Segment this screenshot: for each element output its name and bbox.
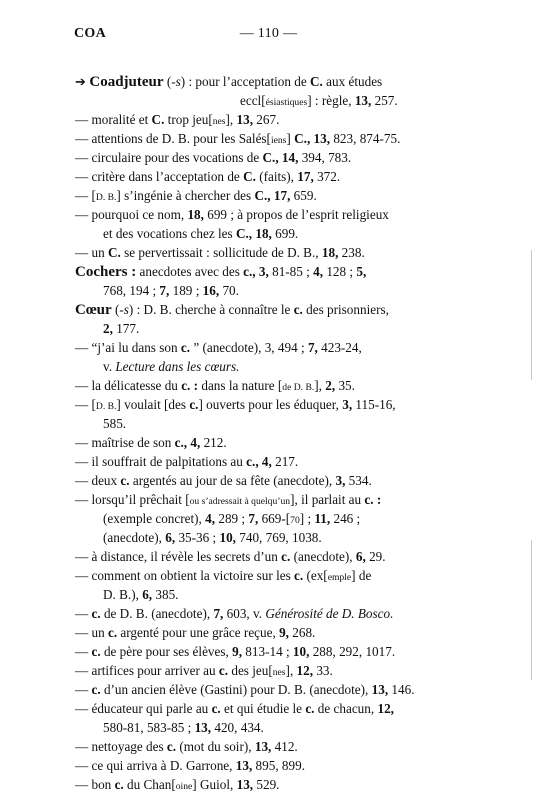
line-segment: et des vocations chez les <box>103 226 236 241</box>
line-segment: 372. <box>313 169 341 184</box>
index-line <box>75 206 389 224</box>
line-segment: ], <box>314 378 326 393</box>
line-segment: c. <box>120 473 130 488</box>
line-segment: argentés au jour de sa fête (anecdote), <box>129 473 336 488</box>
line-segment: Cochers : <box>75 264 137 280</box>
line-segment: 529. <box>253 777 280 792</box>
line-segment: ] voulait [des <box>116 397 190 412</box>
line-segment: 420, 434. <box>211 720 264 735</box>
line-segment: et qui étudie le <box>220 701 306 716</box>
line-segment: c. : <box>364 492 382 507</box>
line-segment: — un <box>75 245 108 260</box>
line-segment: c., <box>246 454 259 469</box>
line-segment: 217. <box>271 454 299 469</box>
line-segment: Lecture dans les cœurs. <box>115 359 240 374</box>
line-segment: 412. <box>271 739 298 754</box>
line-segment: ) : pour l’acceptation de <box>180 74 311 89</box>
line-segment: C., <box>294 131 311 146</box>
line-segment: 7, <box>213 606 224 621</box>
line-segment: C. <box>151 112 165 127</box>
line-segment: — moralité et <box>75 112 152 127</box>
line-segment: — il souffrait de palpitations au <box>75 454 247 469</box>
line-segment: 669-[ <box>258 511 291 526</box>
line-segment: C. <box>107 245 121 260</box>
line-segment: 3, <box>342 397 353 412</box>
index-line <box>75 643 395 661</box>
line-segment: (anecdote), <box>290 549 356 564</box>
line-segment: — critère dans l’acceptation de <box>75 169 244 184</box>
line-segment: 2, <box>325 378 336 393</box>
line-segment: c. <box>189 397 199 412</box>
line-segment: c. : <box>181 378 199 393</box>
line-segment: dans la nature [ <box>198 378 283 393</box>
margin-rule <box>531 540 532 680</box>
line-segment: — éducateur qui parle au <box>75 701 212 716</box>
line-segment: de chacun, <box>314 701 378 716</box>
line-segment: 2, <box>103 321 113 336</box>
line-segment: de D. B. <box>282 382 315 393</box>
line-segment: 189 ; <box>169 283 203 298</box>
line-segment: c. <box>211 701 221 716</box>
line-segment: 699 ; à propos de l’esprit religieux <box>203 207 389 222</box>
line-segment: 35-36 ; <box>175 530 220 545</box>
line-segment: ] s’ingénie à chercher des <box>116 188 255 203</box>
line-segment: 13, <box>254 739 272 754</box>
index-line <box>75 301 389 319</box>
line-segment: anecdotes avec des <box>136 264 244 279</box>
index-line <box>75 605 393 623</box>
line-segment: 5, <box>356 264 367 279</box>
line-segment: (- <box>163 74 176 89</box>
line-segment: c. <box>281 549 291 564</box>
line-segment: 423-24, <box>317 340 362 355</box>
line-segment: 768, 194 ; <box>103 283 160 298</box>
line-segment: 4, <box>261 454 272 469</box>
index-line <box>75 700 394 718</box>
line-segment: D. B. <box>95 401 117 412</box>
line-segment: ➔ <box>75 74 90 89</box>
line-segment: (anecdote), <box>103 530 166 545</box>
line-segment: 3, <box>335 473 346 488</box>
index-line <box>75 738 298 756</box>
line-segment: 268. <box>288 625 316 640</box>
line-segment: 13, <box>236 777 254 792</box>
line-segment: — [ <box>75 397 96 412</box>
index-line <box>75 548 386 566</box>
line-segment: oine <box>175 781 193 792</box>
line-segment: ] Guiol, <box>192 777 237 792</box>
line-segment: — attentions de D. B. pour les Salés[ <box>75 131 271 146</box>
line-segment: — circulaire pour des vocations de <box>75 150 263 165</box>
index-line <box>103 358 239 376</box>
line-segment: ) : D. B. cherche à connaître le <box>128 302 294 317</box>
line-segment: 70. <box>219 283 239 298</box>
index-line <box>75 472 372 490</box>
index-line <box>75 377 355 397</box>
line-segment: 246 ; <box>330 511 361 526</box>
line-segment: C., <box>235 226 253 241</box>
line-segment: aux études <box>322 74 383 89</box>
index-line <box>103 529 322 547</box>
line-segment: d’un ancien élève (Gastini) pour D. B. (anecdote), <box>100 682 372 697</box>
line-segment: 12, <box>377 701 394 716</box>
index-line <box>103 586 178 604</box>
line-segment: 288, 292, 1017. <box>309 644 396 659</box>
line-segment: 29. <box>365 549 386 564</box>
line-segment: argenté pour une grâce reçue, <box>117 625 280 640</box>
line-segment: 13, <box>236 112 253 127</box>
line-segment: nes <box>272 667 286 678</box>
line-segment: de D. B. (anecdote), <box>100 606 214 621</box>
index-line <box>103 320 139 338</box>
line-segment: 16, <box>202 283 220 298</box>
line-segment: 659. <box>290 188 317 203</box>
line-segment: Générosité de D. Bosco. <box>265 606 394 621</box>
line-segment: — la délicatesse du <box>75 378 182 393</box>
line-segment: 813-14 ; <box>242 644 293 659</box>
line-segment: (mot du soir), <box>176 739 255 754</box>
index-line <box>75 149 351 167</box>
line-segment: nes <box>212 116 226 127</box>
line-segment: 4, <box>313 264 324 279</box>
line-segment: — lorsqu’il prêchait [ <box>75 492 190 507</box>
index-line <box>75 757 305 775</box>
line-segment: C., <box>254 188 271 203</box>
index-line <box>75 244 365 262</box>
line-segment: 13, <box>194 720 212 735</box>
line-segment: c. <box>91 644 101 659</box>
line-segment: — nettoyage des <box>75 739 167 754</box>
line-segment: Coadjuteur <box>89 74 164 90</box>
line-segment: c. <box>166 739 177 754</box>
line-segment: 6, <box>142 587 153 602</box>
line-segment: s <box>123 302 129 317</box>
index-line <box>75 662 333 682</box>
line-segment: (ex[ <box>303 568 328 583</box>
line-segment: 10, <box>219 530 236 545</box>
line-segment: 4, <box>205 511 216 526</box>
line-segment: 13, <box>371 682 389 697</box>
index-line <box>75 681 414 699</box>
line-segment: 4, <box>190 435 201 450</box>
line-segment: 12, <box>296 663 314 678</box>
line-segment: 9, <box>279 625 289 640</box>
line-segment: 603, v. <box>223 606 266 621</box>
line-segment: C., <box>262 150 279 165</box>
line-segment: 238. <box>338 245 365 260</box>
line-segment: ] ouverts pour les éduquer, <box>198 397 343 412</box>
line-segment: D. B. <box>95 192 117 203</box>
line-segment: 740, 769, 1038. <box>235 530 322 545</box>
line-segment: 17, <box>297 169 314 184</box>
line-segment: 6, <box>165 530 176 545</box>
index-line <box>103 282 239 300</box>
line-segment: — [ <box>75 188 96 203</box>
line-segment: — maîtrise de son <box>75 435 175 450</box>
line-segment: — bon <box>75 777 115 792</box>
line-segment: ], <box>285 663 297 678</box>
line-segment: 289 ; <box>215 511 249 526</box>
line-segment: — <box>75 606 92 621</box>
line-segment: C. <box>310 74 323 89</box>
line-segment: 267. <box>253 112 280 127</box>
line-segment: 18, <box>187 207 204 222</box>
line-segment: 18, <box>321 245 339 260</box>
line-segment: 14, <box>281 150 299 165</box>
line-segment: s <box>175 74 181 89</box>
line-segment: v. <box>103 359 116 374</box>
line-segment: — un <box>75 625 108 640</box>
line-segment: 699. <box>271 226 299 241</box>
line-segment: c., <box>174 435 188 450</box>
index-line <box>75 130 400 150</box>
line-segment: — <box>75 644 92 659</box>
line-segment: ] : règle, <box>307 93 355 108</box>
line-segment: (exemple concret), <box>103 511 206 526</box>
line-segment: 13, <box>313 131 331 146</box>
line-segment: 11, <box>314 511 331 526</box>
index-line <box>75 776 279 796</box>
index-line <box>103 510 360 530</box>
line-segment: 177. <box>112 321 140 336</box>
line-segment: — deux <box>75 473 121 488</box>
line-segment: — comment on obtient la victoire sur les <box>75 568 295 583</box>
line-segment: 146. <box>388 682 415 697</box>
line-segment: — artifices pour arriver au <box>75 663 219 678</box>
line-segment: iens <box>270 135 287 146</box>
index-line <box>75 491 381 511</box>
line-segment: D. B.), <box>103 587 143 602</box>
line-segment: emple <box>327 572 352 583</box>
line-segment: 35. <box>335 378 355 393</box>
line-segment: 7, <box>307 340 318 355</box>
margin-rule <box>531 250 532 380</box>
line-segment: ] ; <box>299 511 315 526</box>
line-segment: 33. <box>313 663 333 678</box>
line-segment: c. <box>293 302 303 317</box>
line-segment: 3, <box>258 264 269 279</box>
index-line <box>103 415 126 433</box>
index-line <box>75 396 396 416</box>
index-line <box>103 719 264 737</box>
line-segment: du Chan[ <box>123 777 176 792</box>
index-line <box>75 453 298 471</box>
index-line <box>75 624 315 642</box>
index-line <box>75 111 279 131</box>
line-segment: — <box>75 682 92 697</box>
line-segment: 585. <box>103 416 127 431</box>
index-line <box>75 187 317 207</box>
line-segment: 212. <box>200 435 227 450</box>
line-segment: ou s’adressait à quelqu’un <box>189 496 291 507</box>
line-segment: c. <box>180 340 191 355</box>
running-header-left: COA <box>74 26 107 41</box>
line-segment: 128 ; <box>323 264 357 279</box>
line-segment: 394, 783. <box>298 150 352 165</box>
line-segment: 895, 899. <box>252 758 305 773</box>
line-segment: 81-85 ; <box>268 264 314 279</box>
line-segment: ], <box>225 112 237 127</box>
line-segment: c., <box>243 264 256 279</box>
line-segment: — ce qui arriva à D. Garrone, <box>75 758 236 773</box>
line-segment: ], il parlait au <box>290 492 365 507</box>
line-segment: 7, <box>248 511 259 526</box>
line-segment: trop jeu[ <box>164 112 213 127</box>
line-segment: 13, <box>235 758 253 773</box>
line-segment: 385. <box>152 587 179 602</box>
line-segment: 17, <box>273 188 291 203</box>
index-line <box>75 168 340 186</box>
line-segment: — à distance, il révèle les secrets d’un <box>75 549 282 564</box>
line-segment: c. <box>294 568 304 583</box>
line-segment: se pervertissait : sollicitude de D. B., <box>120 245 322 260</box>
line-segment: 580-81, 583-85 ; <box>103 720 195 735</box>
line-segment: 70 <box>290 515 300 526</box>
index-line <box>75 263 366 281</box>
line-segment: 9, <box>232 644 242 659</box>
index-line <box>75 339 362 357</box>
line-segment: (- <box>111 302 124 317</box>
line-segment: 534. <box>345 473 372 488</box>
line-segment: Cœur <box>75 302 112 318</box>
line-segment: des prisonniers, <box>302 302 389 317</box>
index-line <box>75 434 227 452</box>
line-segment: de père pour ses élèves, <box>100 644 233 659</box>
line-segment: c. <box>91 682 101 697</box>
line-segment: (faits), <box>255 169 298 184</box>
line-segment: c. <box>107 625 118 640</box>
line-segment: ésiastiques <box>265 97 308 108</box>
line-segment: 18, <box>255 226 272 241</box>
index-line <box>240 92 398 112</box>
line-segment: ] de <box>351 568 372 583</box>
line-segment: — “j’ai lu dans son <box>75 340 181 355</box>
line-segment: ” (anecdote), 3, 494 ; <box>190 340 308 355</box>
index-line <box>75 567 371 587</box>
line-segment: — pourquoi ce nom, <box>75 207 188 222</box>
line-segment: c. <box>305 701 315 716</box>
line-segment: 10, <box>292 644 310 659</box>
index-line <box>103 225 298 243</box>
page-number: — 110 — <box>239 26 298 41</box>
line-segment: eccl[ <box>240 93 266 108</box>
line-segment: 115-16, <box>352 397 396 412</box>
index-line <box>75 73 382 91</box>
line-segment: C. <box>243 169 256 184</box>
line-segment: 823, 874-75. <box>330 131 401 146</box>
line-segment: c. <box>114 777 124 792</box>
line-segment: 7, <box>159 283 170 298</box>
line-segment: 13, <box>354 93 372 108</box>
line-segment: c. <box>91 606 101 621</box>
line-segment: 257. <box>371 93 398 108</box>
line-segment: c. <box>218 663 229 678</box>
line-segment: 6, <box>355 549 366 564</box>
line-segment: ] <box>286 131 295 146</box>
line-segment: des jeu[ <box>228 663 273 678</box>
